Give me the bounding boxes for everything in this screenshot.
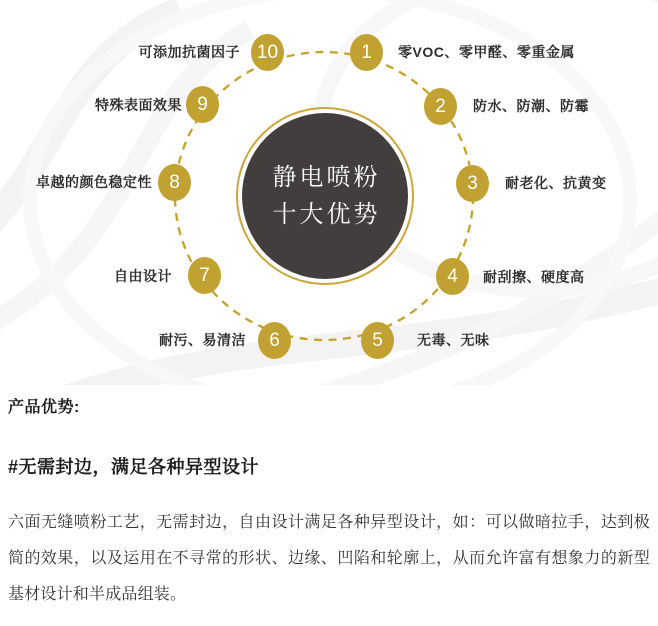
advantage-node-9 bbox=[186, 86, 219, 123]
advantage-label-6: 耐污、易清洁 bbox=[159, 332, 246, 348]
advantage-node-4 bbox=[436, 258, 469, 295]
advantage-label-7: 自由设计 bbox=[114, 268, 172, 284]
advantage-node-8 bbox=[158, 164, 191, 201]
section-title: 产品优势: bbox=[8, 399, 80, 416]
feature-subtitle: #无需封边，满足各种异型设计 bbox=[8, 457, 260, 477]
feature-paragraph: 六面无缝喷粉工艺，无需封边，自由设计满足各种异型设计，如：可以做暗拉手，达到极简的效果，以及运用在不寻常的形状、边缘、凹陷和轮廓上，从而允许富有想象力的新型基材设计和半成品组装。 bbox=[8, 514, 650, 603]
advantage-label-1: 零VOC、零甲醛、零重金属 bbox=[398, 44, 575, 60]
center-circle bbox=[236, 107, 414, 285]
node-number: 2 bbox=[435, 95, 446, 117]
node-number: 8 bbox=[169, 171, 180, 193]
advantage-node-10 bbox=[251, 34, 284, 71]
advantage-node-1 bbox=[350, 34, 383, 71]
node-number: 6 bbox=[269, 329, 280, 351]
advantage-label-4: 耐刮擦、硬度高 bbox=[483, 269, 585, 285]
center-title-line2: 十大优势 bbox=[272, 201, 381, 228]
advantage-label-2: 防水、防潮、防霉 bbox=[473, 98, 589, 114]
advantage-node-7 bbox=[188, 257, 221, 294]
node-number: 3 bbox=[467, 172, 478, 194]
advantage-label-3: 耐老化、抗黄变 bbox=[505, 175, 607, 191]
node-number: 1 bbox=[361, 41, 372, 63]
product-description bbox=[8, 385, 650, 613]
advantage-node-6 bbox=[258, 322, 291, 359]
node-number: 4 bbox=[447, 265, 458, 287]
node-number: 9 bbox=[197, 93, 208, 115]
center-title-line1: 静电喷粉 bbox=[272, 164, 381, 191]
advantage-label-10: 可添加抗菌因子 bbox=[138, 44, 240, 60]
center-circle-fill bbox=[242, 113, 408, 279]
advantage-label-9: 特殊表面效果 bbox=[95, 97, 182, 113]
advantage-label-8: 卓越的颜色稳定性 bbox=[36, 174, 152, 190]
advantage-node-2 bbox=[424, 88, 457, 125]
advantage-label-5: 无毒、无味 bbox=[417, 332, 490, 348]
node-number: 10 bbox=[256, 41, 279, 63]
advantage-node-5 bbox=[361, 322, 394, 359]
node-number: 5 bbox=[372, 329, 383, 351]
node-number: 7 bbox=[199, 264, 210, 286]
advantage-node-3 bbox=[456, 165, 489, 202]
